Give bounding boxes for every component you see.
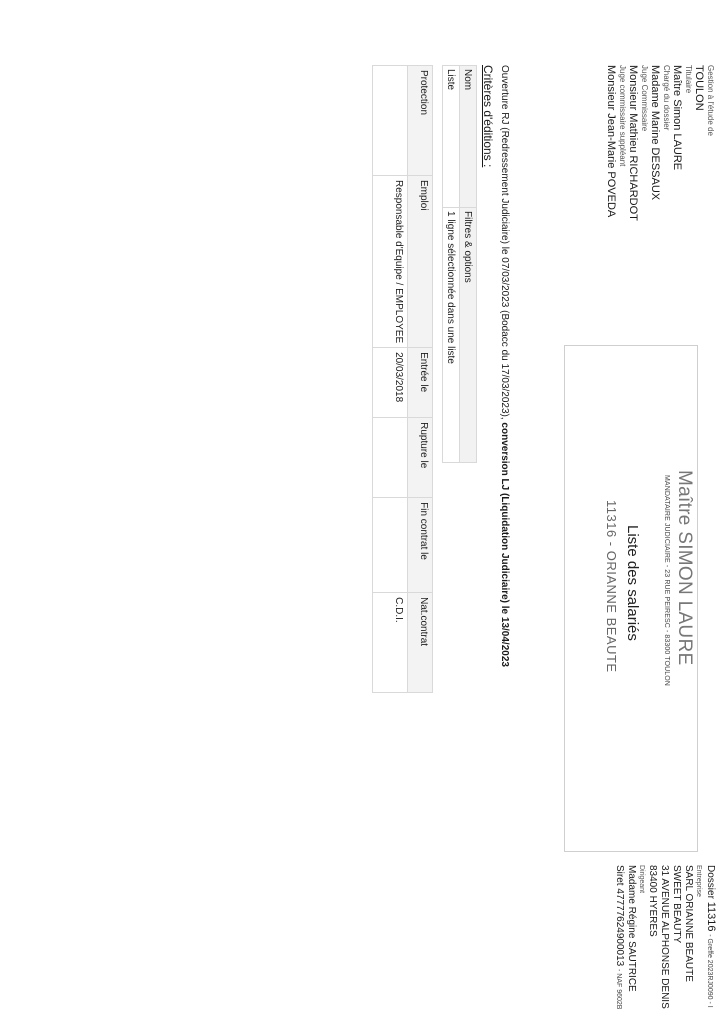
header-fin-contrat: Fin contrat le	[408, 498, 433, 593]
case-info-block	[605, 65, 715, 221]
juge-label: Juge Commissaire	[640, 65, 649, 132]
opening-statement	[499, 65, 510, 667]
criteria-col1-header: Nom	[460, 66, 477, 208]
dossier-greffe: - Greffe 2023RJ0090 - I	[706, 934, 713, 1008]
naf-code: - NAF 9602B	[615, 969, 622, 1010]
titulaire-label: Titulaire	[684, 65, 693, 94]
entreprise-line: SWEET BEAUTY	[671, 865, 682, 944]
table-row	[373, 66, 408, 693]
cell-protection	[373, 66, 408, 176]
document-title: Liste des salariés	[624, 525, 641, 641]
document-subtitle: 11316 - ORIANNE BEAUTE	[604, 500, 619, 673]
charge-value: Madame Marine DESSAUX	[649, 65, 661, 201]
cell-nat-contrat: C.D.I.	[373, 593, 408, 693]
cell-fin-contrat	[373, 498, 408, 593]
header-entree: Entrée le	[408, 348, 433, 418]
juge-suppleant-value: Monsieur Jean-Marie POVEDA	[605, 65, 617, 218]
entreprise-line: SARL ORIANNE BEAUTE	[683, 865, 694, 982]
firm-address: MANDATAIRE JUDICIAIRE - 23 RUE PEIRESC - 83300 TOULON	[663, 475, 670, 686]
entreprise-line: 31 AVENUE ALPHONSE DENIS	[659, 865, 670, 1009]
gestion-value: TOULON	[693, 65, 705, 111]
siret-line	[612, 865, 625, 1025]
firm-name: Maître SIMON LAURE	[674, 470, 695, 666]
criteria-table	[442, 65, 477, 463]
opening-text: Ouverture RJ (Redressement Judiciaire) le 07/03/2023 (Bodacc du 17/03/2023),	[499, 65, 510, 420]
table-row	[460, 66, 477, 463]
employee-table	[372, 65, 433, 693]
dossier-block	[612, 865, 717, 1025]
titulaire-value: Maître Simon LAURE	[671, 65, 683, 171]
entreprise-line: 83400 HYERES	[647, 865, 658, 937]
entreprise-label: Entreprise	[695, 865, 702, 897]
criteria-col2-header: Filtres & options	[460, 208, 477, 463]
header-emploi: Emploi	[408, 176, 433, 348]
siret-prefix: Siret	[614, 865, 625, 886]
criteria-title: Critères d'éditions :	[481, 65, 495, 168]
juge-suppleant-label: Juge commissaire suppléant	[618, 65, 627, 167]
header-protection: Protection	[408, 66, 433, 176]
cell-emploi: Responsable d'Equipe / EMPLOYEE	[373, 176, 408, 348]
cell-entree: 20/03/2018	[373, 348, 408, 418]
table-header-row	[408, 66, 433, 693]
dirigeant-value: Madame Régine SAUTRICE	[626, 865, 637, 992]
gestion-label: Gestion à l'étude de	[706, 65, 715, 136]
criteria-row-value: 1 ligne sélectionnée dans une liste	[443, 208, 460, 463]
charge-label: Chargé du dossier	[662, 65, 671, 131]
table-row	[443, 66, 460, 463]
dossier-number: 11316	[705, 901, 717, 932]
cell-rupture	[373, 418, 408, 498]
dirigeant-label: Dirigeant	[638, 865, 645, 894]
criteria-row-label: Liste	[443, 66, 460, 208]
header-nat-contrat: Nat.contrat	[408, 593, 433, 693]
siret-value: 47777624900013	[614, 888, 625, 967]
dossier-prefix: Dossier	[705, 865, 716, 899]
opening-conversion: conversion LJ (Liquidation Judiciaire) le 13/04/2023	[499, 422, 510, 667]
dossier-line	[703, 865, 717, 1025]
juge-value: Monsieur Mathieu RICHARDOT	[627, 65, 639, 221]
header-rupture: Rupture le	[408, 418, 433, 498]
